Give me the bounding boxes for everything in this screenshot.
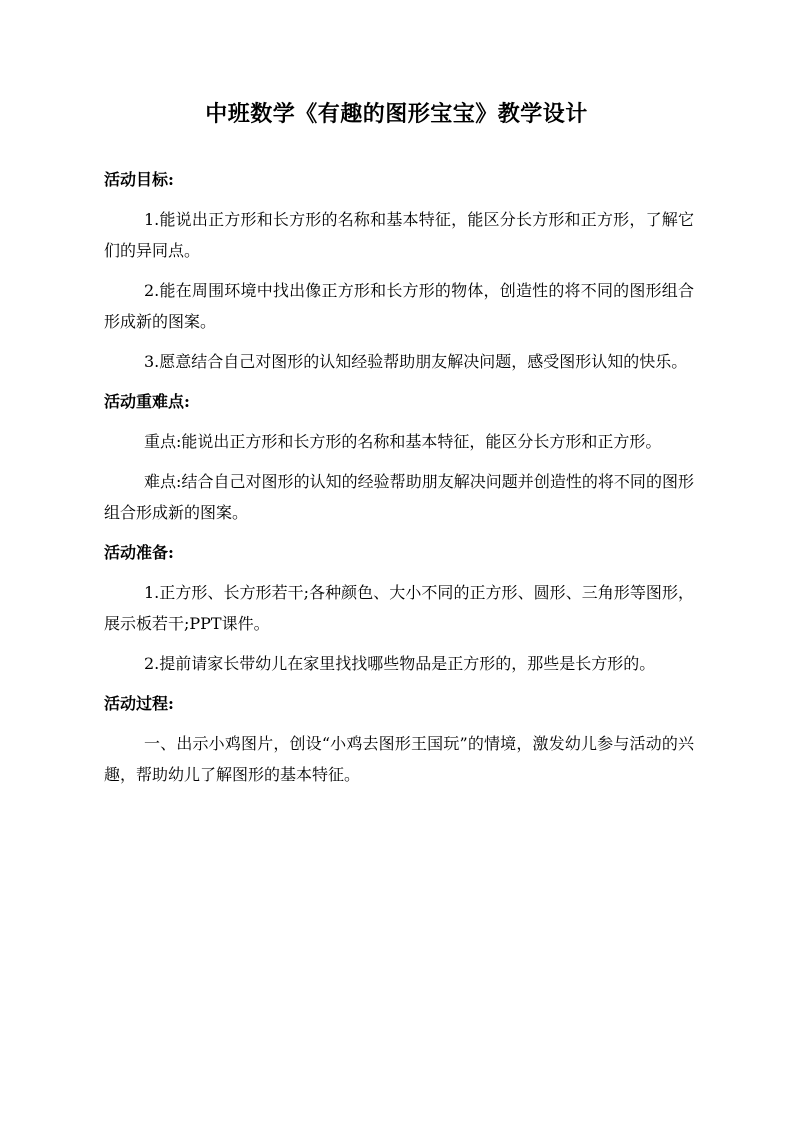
section-heading-preparation: 活动准备:: [104, 543, 174, 562]
document-title: 中班数学《有趣的图形宝宝》教学设计: [205, 101, 588, 127]
document-body: [104, 164, 694, 790]
goal-paragraph-2: 2.能在周围环境中找出像正方形和长方形的物体，创造性的将不同的图形组合形成新的图案。: [104, 281, 694, 331]
preparation-paragraph-1: 1.正方形、长方形若干;各种颜色、大小不同的正方形、圆形、三角形等图形，展示板若干;PPT课件。: [104, 583, 694, 633]
goal-paragraph-3: 3.愿意结合自己对图形的认知经验帮助朋友解决问题，感受图形认知的快乐。: [144, 352, 688, 371]
section-heading-goals: 活动目标:: [104, 170, 174, 189]
preparation-paragraph-2: 2.提前请家长带幼儿在家里找找哪些物品是正方形的，那些是长方形的。: [144, 654, 656, 673]
process-paragraph-1: 一、出示小鸡图片，创设“小鸡去图形王国玩”的情境，激发幼儿参与活动的兴趣，帮助幼儿了解图形的基本特征。: [104, 734, 694, 784]
key-point-paragraph: 重点:能说出正方形和长方形的名称和基本特征，能区分长方形和正方形。: [144, 432, 662, 451]
section-heading-key-points: 活动重难点:: [104, 392, 190, 411]
section-heading-process: 活动过程:: [104, 694, 174, 713]
goal-paragraph-1: 1.能说出正方形和长方形的名称和基本特征，能区分长方形和正方形，了解它们的异同点。: [104, 210, 694, 260]
difficulty-paragraph: 难点:结合自己对图形的认知的经验帮助朋友解决问题并创造性的将不同的图形组合形成新的图案。: [104, 472, 694, 522]
